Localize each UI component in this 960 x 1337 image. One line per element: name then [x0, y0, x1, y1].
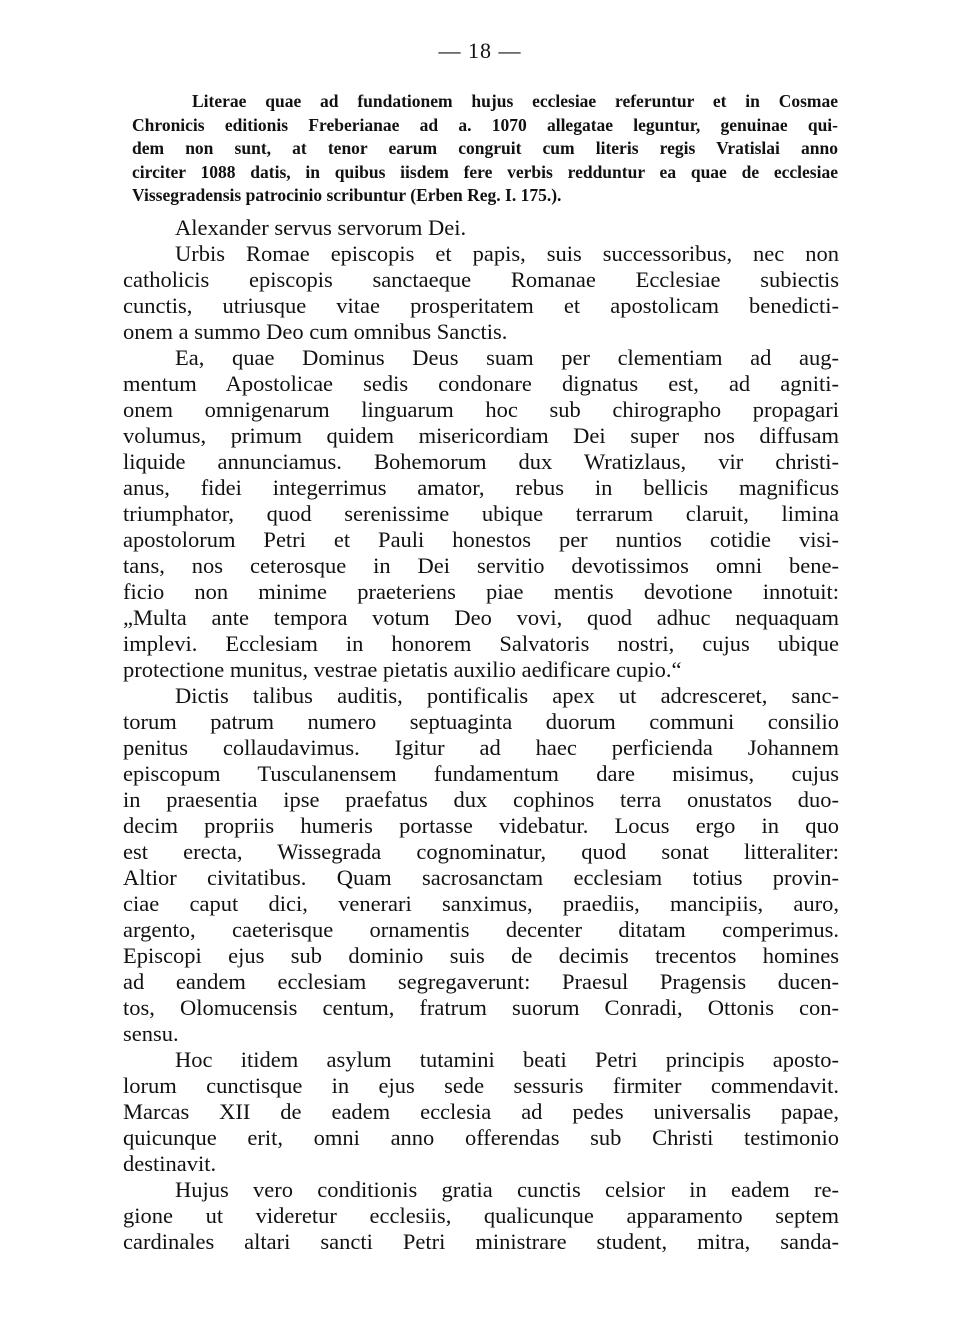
salutation-line: Alexander servus servorum Dei.: [175, 215, 467, 240]
text-line: Dictis talibus auditis, pontificalis apex ut adcresceret, sanc-: [175, 683, 839, 708]
text-line: liquide annunciamus. Bohemorum dux Wratizlaus, vir christi-: [123, 449, 839, 474]
text-line: cardinales altari sancti Petri ministrare student, mitra, sanda-: [123, 1229, 839, 1254]
charter-text: [123, 215, 839, 1255]
text-line: „Multa ante tempora votum Deo vovi, quod adhuc nequaquam: [123, 605, 839, 630]
text-line: implevi. Ecclesiam in honorem Salvatoris nostri, cujus ubique: [123, 631, 839, 656]
text-line: gione ut videretur ecclesiis, qualicunque apparamento septem: [123, 1203, 839, 1228]
note-line: dem non sunt, at tenor earum congruit cum literis regis Vratislai anno: [132, 138, 838, 159]
text-line: destinavit.: [123, 1151, 217, 1176]
text-line: Urbis Romae episcopis et papis, suis successoribus, nec non: [175, 241, 839, 266]
text-line: Hoc itidem asylum tutamini beati Petri principis aposto-: [175, 1047, 839, 1072]
text-line: quicunque erit, omni anno offerendas sub Christi testimonio: [123, 1125, 839, 1150]
text-line: Hujus vero conditionis gratia cunctis celsior in eadem re-: [175, 1177, 839, 1202]
note-line: circiter 1088 datis, in quibus iisdem fere verbis redduntur ea quae de ecclesiae: [132, 161, 838, 182]
text-line: lorum cunctisque in ejus sede sessuris firmiter commendavit.: [123, 1073, 839, 1098]
text-line: ficio non minime praeteriens piae mentis devotione innotuit:: [123, 579, 839, 604]
text-line: mentum Apostolicae sedis condonare dignatus est, ad agniti-: [123, 371, 839, 396]
text-line: Altior civitatibus. Quam sacrosanctam ecclesiam totius provin-: [123, 865, 839, 890]
text-line: est erecta, Wissegrada cognominatur, quod sonat litteraliter:: [123, 839, 839, 864]
text-line: onem a summo Deo cum omnibus Sanctis.: [123, 319, 508, 344]
editorial-note: [132, 90, 838, 208]
text-line: decim propriis humeris portasse videbatur. Locus ergo in quo: [123, 813, 839, 838]
text-line: penitus collaudavimus. Igitur ad haec perficienda Johannem: [123, 735, 839, 760]
text-line: apostolorum Petri et Pauli honestos per nuntios cotidie visi-: [123, 527, 839, 552]
text-line: volumus, primum quidem misericordiam Dei super nos diffusam: [123, 423, 839, 448]
note-line: Vissegradensis patrocinio scribuntur (Erben Reg. I. 175.).: [132, 185, 562, 206]
text-line: ad eandem ecclesiam segregaverunt: Praesul Pragensis ducen-: [123, 969, 839, 994]
text-line: anus, fidei integerrimus amator, rebus in bellicis magnificus: [123, 475, 839, 500]
text-line: cunctis, utriusque vitae prosperitatem et apostolicam benedicti-: [123, 293, 839, 318]
text-line: tos, Olomucensis centum, fratrum suorum Conradi, Ottonis con-: [123, 995, 839, 1020]
note-line: Chronicis editionis Freberianae ad a. 1070 allegatae leguntur, genuinae qui-: [132, 114, 838, 135]
text-line: Marcas XII de eadem ecclesia ad pedes universalis papae,: [123, 1099, 839, 1124]
text-line: argento, caeterisque ornamentis decenter ditatam comperimus.: [123, 917, 839, 942]
note-line: Literae quae ad fundationem hujus ecclesiae referuntur et in Cosmae: [192, 91, 838, 111]
text-line: tans, nos ceterosque in Dei servitio devotissimos omni bene-: [123, 553, 839, 578]
text-line: in praesentia ipse praefatus dux cophinos terra onustatos duo-: [123, 787, 839, 812]
text-line: onem omnigenarum linguarum hoc sub chirographo propagari: [123, 397, 839, 422]
text-line: catholicis episcopis sanctaeque Romanae Ecclesiae subiectis: [123, 267, 839, 292]
text-line: triumphator, quod serenissime ubique terrarum claruit, limina: [123, 501, 839, 526]
text-line: torum patrum numero septuaginta duorum communi consilio: [123, 709, 839, 734]
text-line: ciae caput dici, venerari sanximus, praediis, mancipiis, auro,: [123, 891, 839, 916]
text-line: sensu.: [123, 1021, 179, 1046]
text-line: protectione munitus, vestrae pietatis auxilio aedificare cupio.“: [123, 657, 682, 682]
page-number: — 18 —: [438, 38, 522, 63]
text-line: episcopum Tusculanensem fundamentum dare misimus, cujus: [123, 761, 839, 786]
text-line: Episcopi ejus sub dominio suis de decimis trecentos homines: [123, 943, 839, 968]
text-line: Ea, quae Dominus Deus suam per clementiam ad aug-: [175, 345, 839, 370]
